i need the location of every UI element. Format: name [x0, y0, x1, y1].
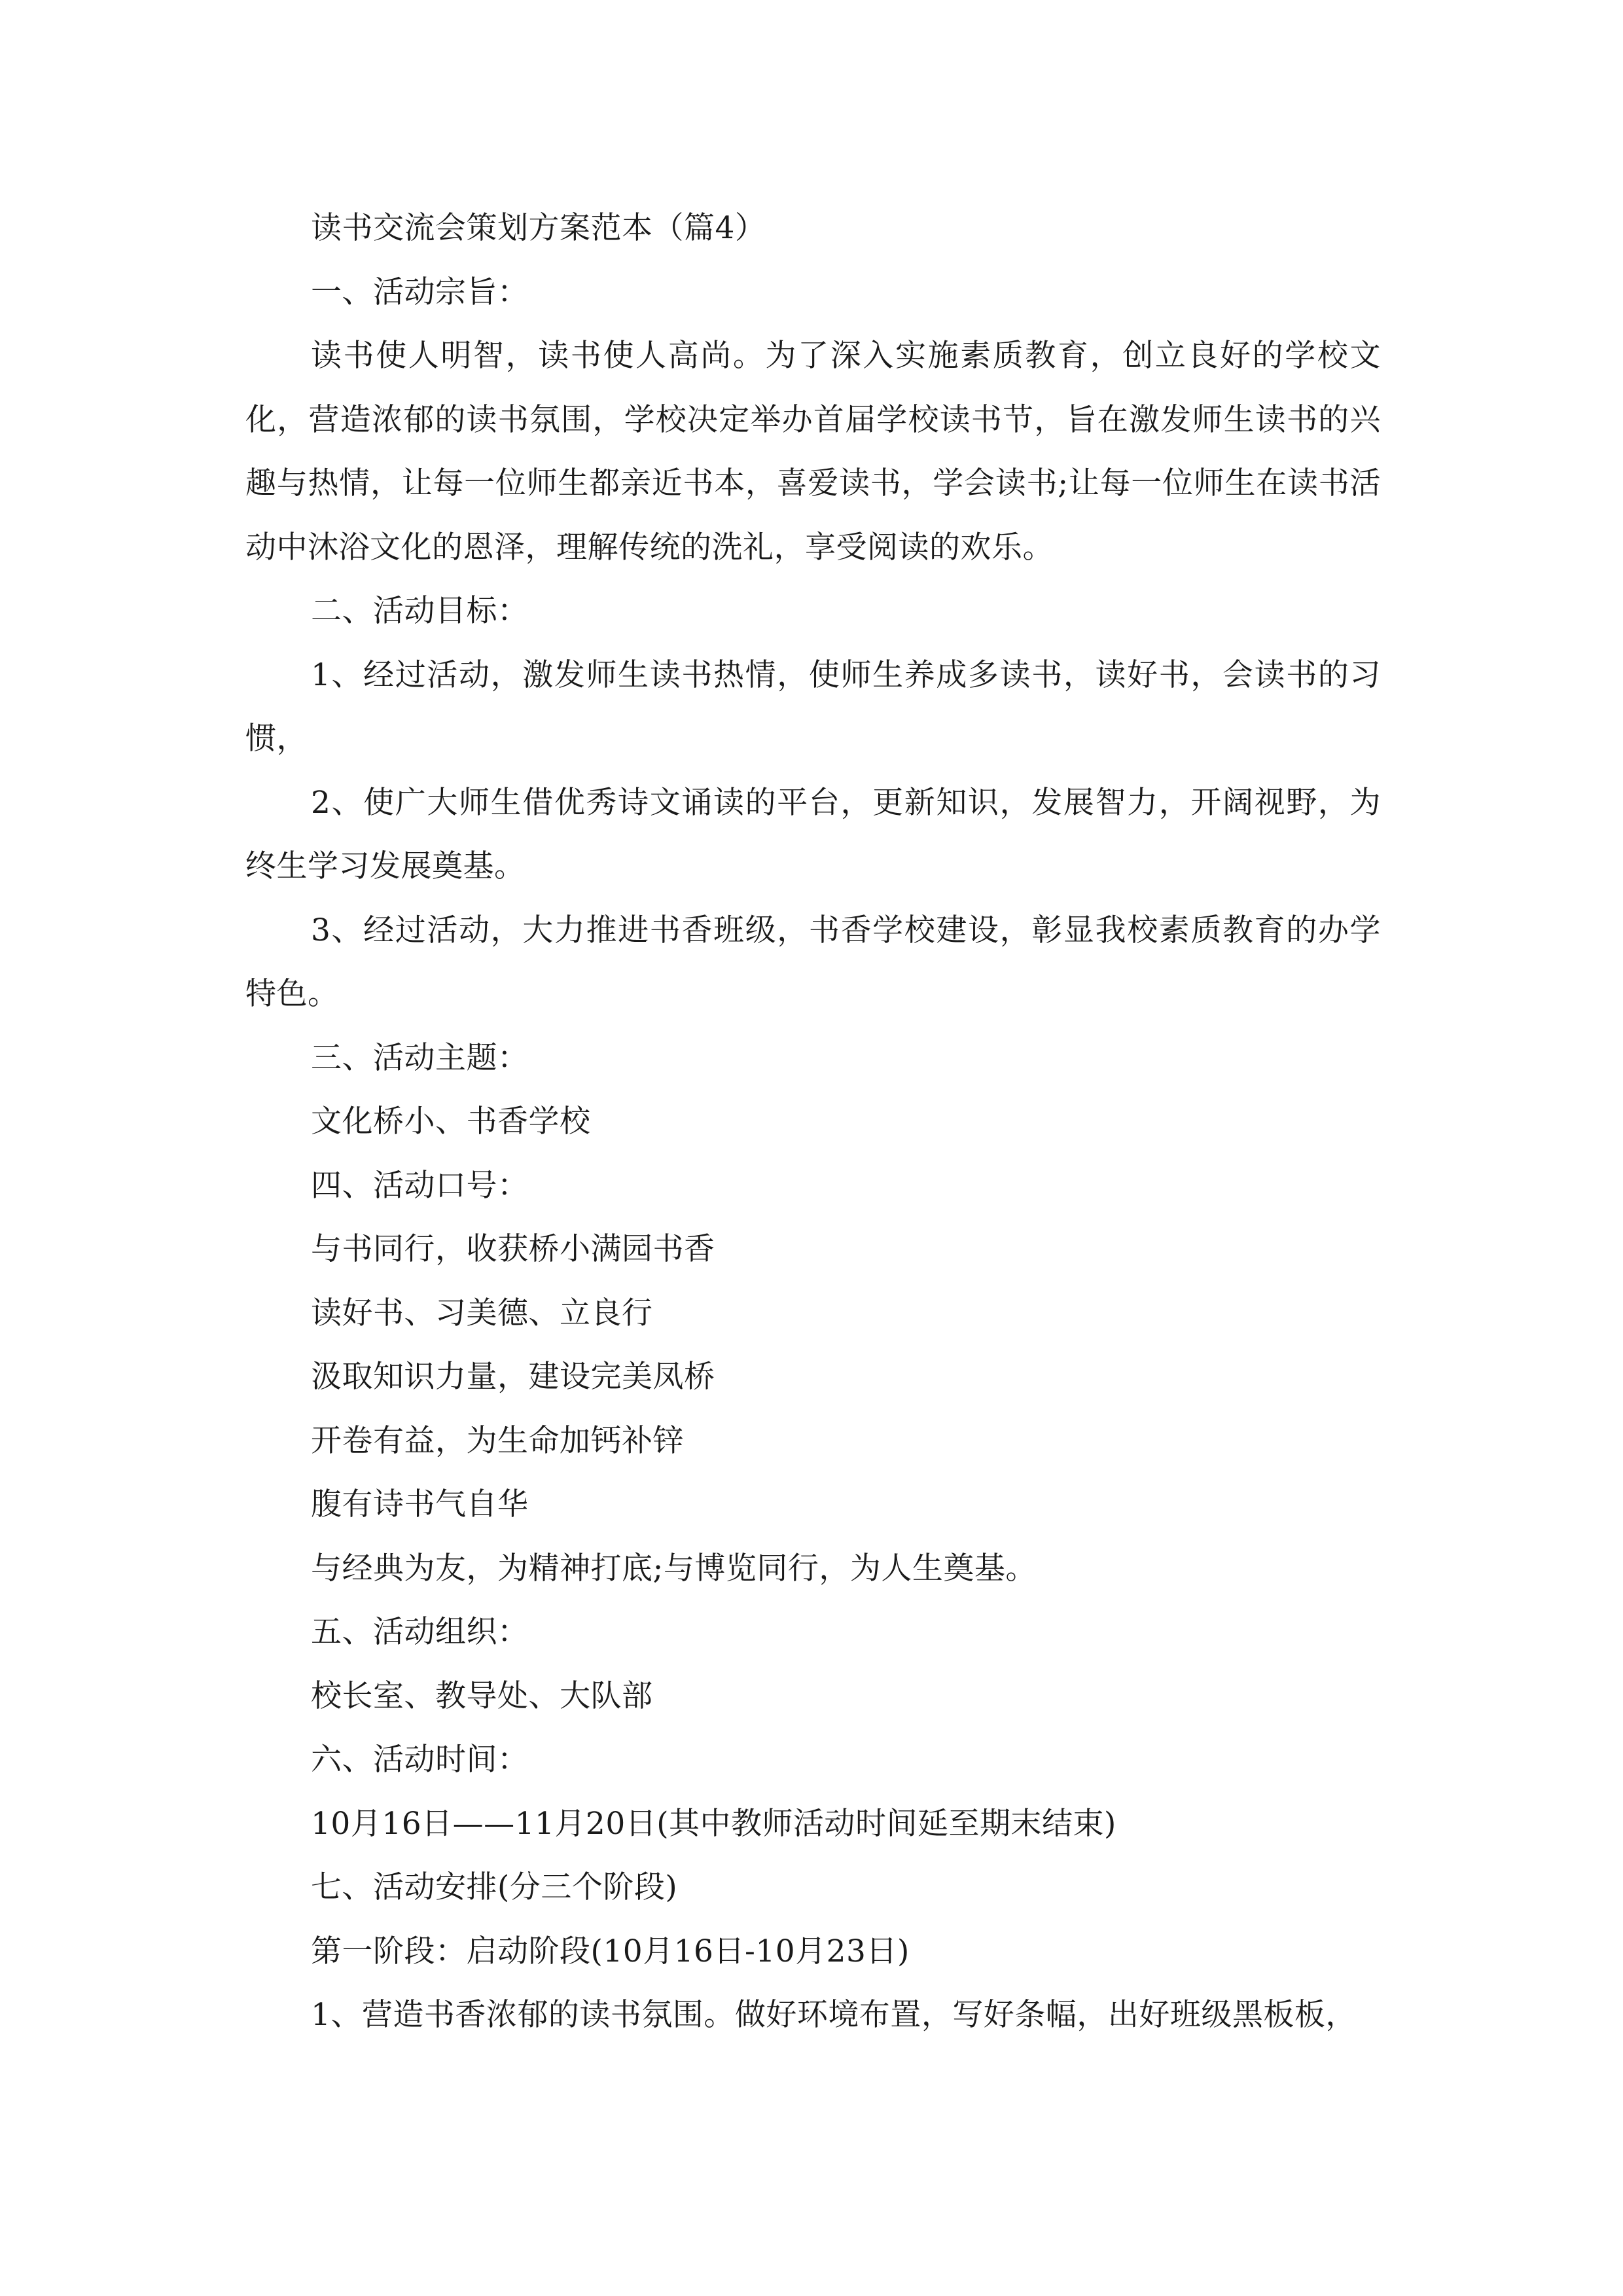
section-heading-theme: 三、活动主题：: [311, 1039, 529, 1076]
document-title: 读书交流会策划方案范本（篇4）: [311, 210, 766, 246]
section-heading-organization: 五、活动组织：: [311, 1614, 529, 1650]
theme-text: 文化桥小、书香学校: [311, 1103, 591, 1139]
stage-heading-1: 第一阶段：启动阶段(10月16日-10月23日): [311, 1933, 910, 1969]
section-heading-arrangement: 七、活动安排(分三个阶段): [311, 1869, 678, 1905]
slogan-item: 与书同行，收获桥小满园书香: [311, 1231, 715, 1267]
section-heading-goals: 二、活动目标：: [311, 593, 529, 629]
time-text: 10月16日——11月20日(其中教师活动时间延至期末结束): [311, 1805, 1116, 1842]
goal-item-1: 1、经过活动，激发师生读书热情，使师生养成多读书，读好书，会读书的习惯，: [245, 656, 1381, 757]
goal-item-3: 3、经过活动，大力推进书香班级，书香学校建设，彰显我校素质教育的办学特色。: [245, 912, 1381, 1012]
slogan-item: 与经典为友，为精神打底;与博览同行，为人生奠基。: [311, 1550, 1037, 1587]
paragraph-purpose: 读书使人明智，读书使人高尚。为了深入实施素质教育，创立良好的学校文化，营造浓郁的读书氛围，学校决定举办首届学校读书节，旨在激发师生读书的兴趣与热情，让每一位师生都亲近书本，喜爱读书，学会读书;让每一位师生在读书活动中沐浴文化的恩泽，理解传统的洗礼，享受阅读的欢乐。: [245, 338, 1381, 565]
section-heading-purpose: 一、活动宗旨：: [311, 274, 529, 310]
slogan-item: 腹有诗书气自华: [311, 1486, 529, 1522]
organization-text: 校长室、教导处、大队部: [311, 1677, 653, 1714]
stage-1-item-1: 1、营造书香浓郁的读书氛围。做好环境布置，写好条幅，出好班级黑板板，: [311, 1997, 1357, 2033]
slogan-item: 汲取知识力量，建设完美凤桥: [311, 1359, 715, 1395]
slogan-item: 开卷有益，为生命加钙补锌: [311, 1422, 684, 1459]
goal-item-2: 2、使广大师生借优秀诗文诵读的平台，更新知识，发展智力，开阔视野，为终生学习发展奠基。: [245, 784, 1381, 884]
section-heading-slogans: 四、活动口号：: [311, 1167, 529, 1204]
document-body: [245, 196, 1381, 2047]
section-heading-time: 六、活动时间：: [311, 1742, 529, 1778]
slogan-item: 读好书、习美德、立良行: [311, 1295, 653, 1331]
